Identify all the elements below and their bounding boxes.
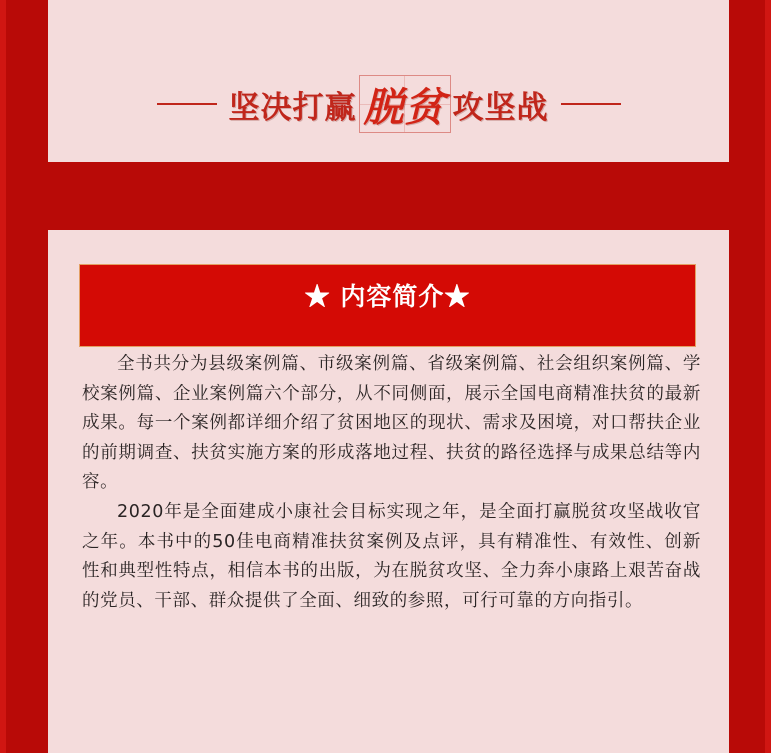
content-panel: [48, 230, 729, 753]
headline-left-rule: [157, 103, 217, 105]
section-banner: [79, 264, 696, 347]
header-panel: [48, 0, 729, 162]
headline-title: [229, 75, 549, 133]
headline-title-emphasis: 脱贫: [363, 83, 446, 131]
headline-title-prefix: 坚决打赢: [228, 89, 357, 126]
intro-paragraph-2: 2020年是全面建成小康社会目标实现之年，是全面打赢脱贫攻坚战收官之年。本书中的50佳电商精准扶贫案例及点评，具有精准性、有效性、创新性和典型性特点，相信本书的出版，为在脱贫攻坚、全力奔小康路上艰苦奋战的党员、干部、群众提供了全面、细致的参照，可行可靠的方向指引。: [82, 501, 701, 611]
intro-text: [82, 350, 701, 616]
intro-paragraph-1: 全书共分为县级案例篇、市级案例篇、省级案例篇、社会组织案例篇、学校案例篇、企业案例篇六个部分，从不同侧面，展示全国电商精准扶贫的最新成果。每一个案例都详细介绍了贫困地区的现状、需求及困境，对口帮扶企业的前期调查、扶贫实施方案的形成落地过程、扶贫的路径选择与成果总结等内容。: [82, 354, 701, 493]
section-title: ★ 内容简介★: [304, 282, 471, 311]
headline-title-suffix: 攻坚战: [452, 89, 549, 126]
right-edge-stripe: [765, 0, 771, 753]
headline-emphasis-box: [359, 75, 451, 133]
left-edge-stripe: [0, 0, 6, 753]
headline: [48, 72, 729, 136]
headline-right-rule: [561, 103, 621, 105]
